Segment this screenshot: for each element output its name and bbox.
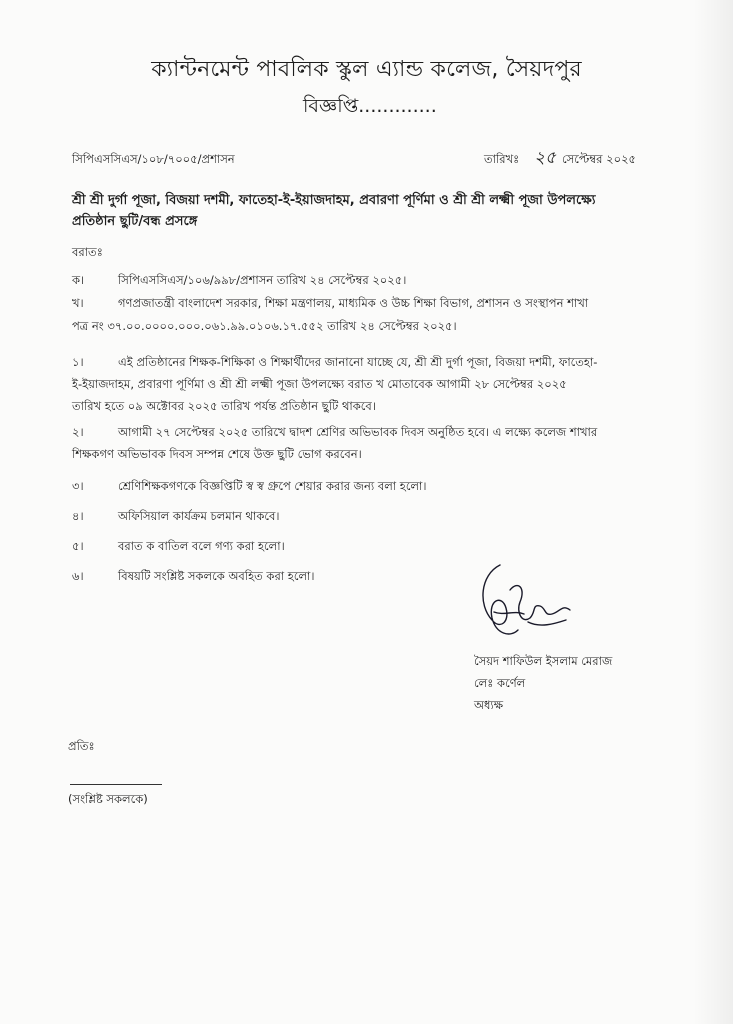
subject-line-2: প্রতিষ্ঠান ছুটি/বন্ধ প্রসঙ্গে	[72, 214, 198, 229]
notice-title: বিজ্ঞপ্তি.............	[303, 95, 437, 117]
paragraph-1-line1: এই প্রতিষ্ঠানের শিক্ষক-শিক্ষিকা ও শিক্ষার্থীদের জানানো যাচ্ছে যে, শ্রী শ্রী দুর্গা পূজা, বিজয়া দশমী, ফাতেহা-	[118, 355, 598, 369]
paragraph-4-line1: অফিসিয়াল কার্যক্রম চলমান থাকবে।	[118, 509, 280, 523]
paragraph-marker-4: ৪।	[72, 509, 84, 523]
signature-image	[470, 560, 590, 650]
references-heading: বরাতঃ	[72, 245, 103, 259]
paragraph-marker-2: ২।	[72, 425, 84, 439]
reference-number: সিপিএসসিএস/১০৮/৭০০৫/প্রশাসন	[72, 152, 235, 166]
paragraph-2-line2: শিক্ষকগণ অভিভাবক দিবস সম্পন্ন শেষে উক্ত ছুটি ভোগ করবেন।	[72, 447, 362, 461]
copy-recipients: (সংশ্লিষ্ট সকলকে)	[68, 792, 148, 806]
reference-marker-ka: ক।	[72, 273, 85, 287]
paragraph-marker-6: ৬।	[72, 569, 84, 583]
paragraph-2-line1: আগামী ২৭ সেপ্টেম্বর ২০২৫ তারিখে দ্বাদশ শ্রেণির অভিভাবক দিবস অনুষ্ঠিত হবে। এ লক্ষ্যে কলেজ শাখার	[118, 425, 598, 439]
signatory-designation: অধ্যক্ষ	[474, 698, 504, 712]
institution-name: ক্যান্টনমেন্ট পাবলিক স্কুল এ্যান্ড কলেজ, সৈয়দপুর	[151, 57, 582, 82]
signatory-name: সৈয়দ শাফিউল ইসলাম মেরাজ	[474, 654, 613, 668]
date-month-year: সেপ্টেম্বর ২০২৫	[562, 152, 637, 166]
copy-divider	[70, 784, 162, 785]
paragraph-5-line1: বরাত ক বাতিল বলে গণ্য করা হলো।	[118, 539, 285, 553]
subject-line-1: শ্রী শ্রী দুর্গা পূজা, বিজয়া দশমী, ফাতেহা-ই-ইয়াজদাহম, প্রবারণা পূর্ণিমা ও শ্রী শ্রী লক্ষ্মী পূজা উপলক্ষ্যে	[72, 193, 596, 208]
paragraph-6-line1: বিষয়টি সংশ্লিষ্ট সকলকে অবহিত করা হলো।	[118, 569, 315, 583]
subject-line	[72, 190, 672, 232]
paragraph-marker-5: ৫।	[72, 539, 84, 553]
paragraph-1-line3: তারিখ হতে ০৯ অক্টোবর ২০২৫ তারিখ পর্যন্ত প্রতিষ্ঠান ছুটি থাকবে।	[72, 399, 376, 413]
paragraph-marker-3: ৩।	[72, 479, 84, 493]
signatory-rank: লেঃ কর্ণেল	[474, 676, 526, 690]
reference-text-kha-line2: পত্র নং ৩৭.০০.০০০০.০০০.০৬১.৯৯.০১০৬.১৭.৫৫২ তারিখ ২৪ সেপ্টেম্বর ২০২৫।	[72, 319, 457, 333]
date-label: তারিখঃ	[484, 152, 520, 166]
paragraph-3-line1: শ্রেণিশিক্ষকগণকে বিজ্ঞপ্তিটি স্ব স্ব গ্রুপে শেয়ার করার জন্য বলা হলো।	[118, 479, 427, 493]
reference-text-kha-line1: গণপ্রজাতন্ত্রী বাংলাদেশ সরকার, শিক্ষা মন্ত্রণালয়, মাধ্যমিক ও উচ্চ শিক্ষা বিভাগ, প্রশাসন ও সংস্থাপন শাখা	[118, 296, 589, 310]
paragraph-1-line2: ই-ইয়াজদাহম, প্রবারণা পূর্ণিমা ও শ্রী শ্রী লক্ষ্মী পূজা উপলক্ষ্যে বরাত খ মোতাবেক আগামী ২৮ সেপ্টেম্বর ২০২৫	[72, 377, 567, 391]
copy-label: প্রতিঃ	[68, 739, 95, 753]
reference-marker-kha: খ।	[72, 296, 84, 310]
paragraph-marker-1: ১।	[72, 355, 84, 369]
date-day-handwritten: ২৫	[534, 148, 557, 168]
scan-shadow	[693, 0, 733, 1024]
reference-text-ka: সিপিএসসিএস/১০৬/৯৯৮/প্রশাসন তারিখ ২৪ সেপ্টেম্বর ২০২৫।	[118, 273, 407, 287]
